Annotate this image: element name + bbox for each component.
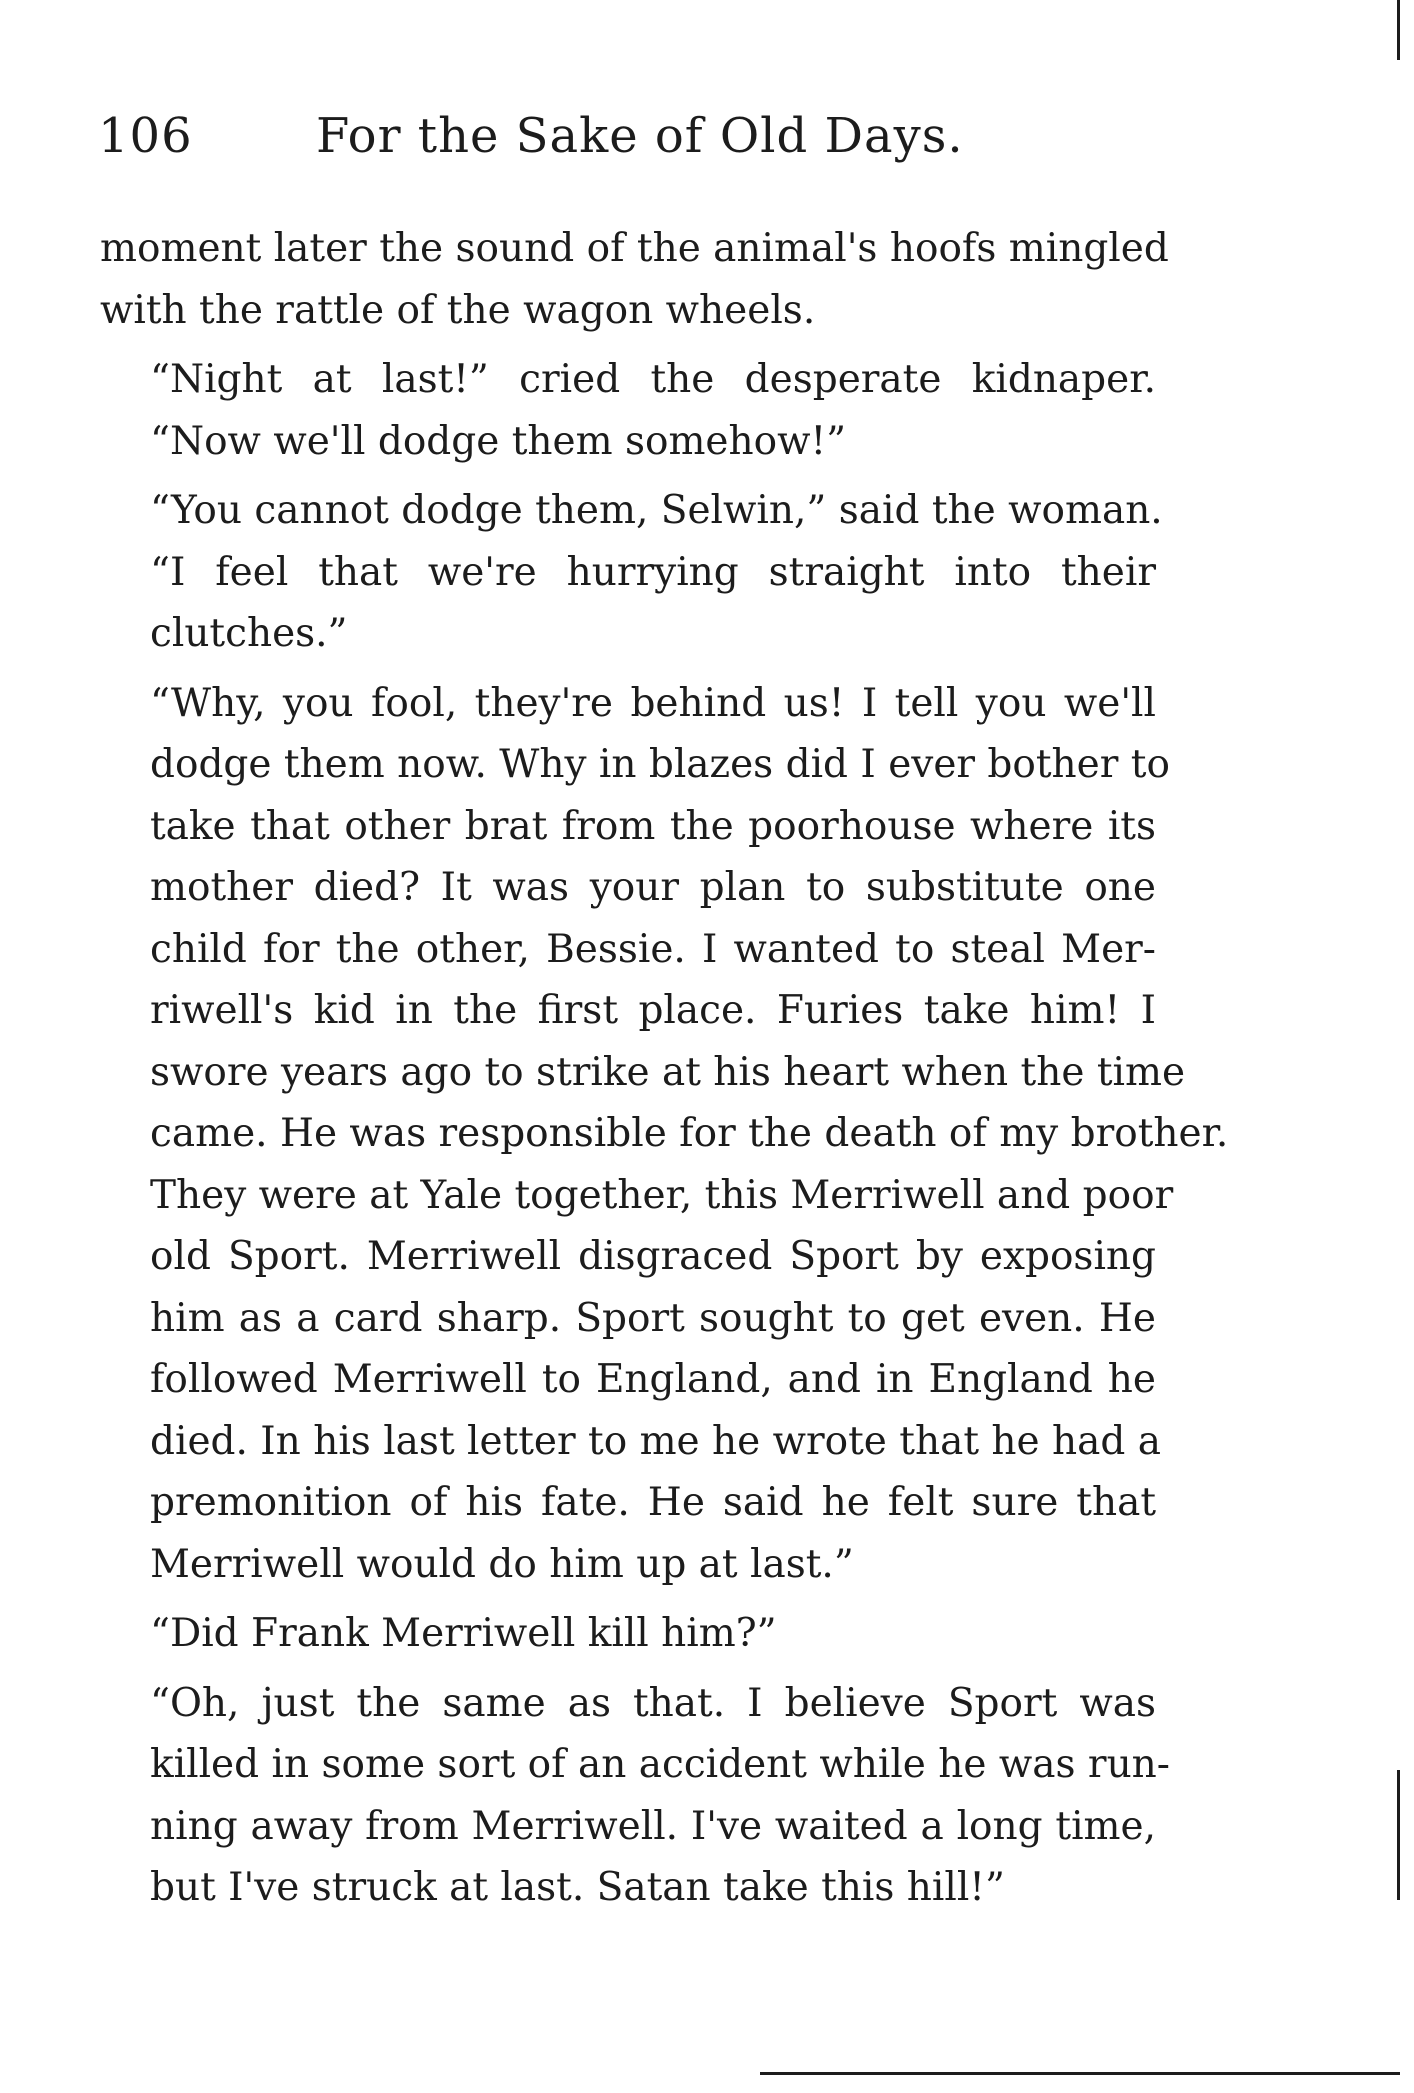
text-line: Merriwell would do him up at last.” <box>150 1541 854 1587</box>
bottom-rule <box>760 2072 1400 2075</box>
text-line: “Why, you fool, they're behind us! I tell you we'll <box>150 680 1156 726</box>
scan-edge-mark <box>1397 1770 1400 1900</box>
page-header <box>98 108 1158 178</box>
text-line: premonition of his fate. He said he felt sure that <box>150 1480 1156 1525</box>
text-line: ning away from Merriwell. I've waited a long time, <box>150 1803 1156 1849</box>
page-number: 106 <box>98 108 193 164</box>
text-line: died. In his last letter to me he wrote that he had a <box>150 1418 1161 1464</box>
text-line: take that other brat from the poorhouse where its <box>150 803 1156 849</box>
text-line: moment later the sound of the animal's hoofs mingled <box>100 226 1169 271</box>
text-line: old Sport. Merriwell disgraced Sport by exposing <box>150 1234 1156 1279</box>
text-line: dodge them now. Why in blazes did I ever bother to <box>150 742 1170 787</box>
paragraph <box>100 673 1229 1596</box>
paragraph <box>100 480 1163 665</box>
scan-edge-mark <box>1397 0 1400 60</box>
text-line: child for the other, Bessie. I wanted to steal Mer- <box>150 926 1156 972</box>
paragraph <box>100 218 1169 341</box>
text-line: “I feel that we're hurrying straight into their <box>150 549 1156 595</box>
text-line: “Now we'll dodge them somehow!” <box>150 418 847 464</box>
text-line: “You cannot dodge them, Selwin,” said the woman. <box>150 488 1163 533</box>
page-body <box>100 218 1229 1927</box>
text-line: “Did Frank Merriwell kill him?” <box>150 1611 777 1656</box>
running-title: For the Sake of Old Days. <box>316 108 964 164</box>
paragraph <box>100 1673 1170 1919</box>
text-line: mother died? It was your plan to substitute one <box>150 865 1156 910</box>
text-line: him as a card sharp. Sport sought to get even. He <box>150 1295 1156 1341</box>
paragraph <box>100 349 1156 472</box>
text-line: They were at Yale together, this Merriwell and poor <box>150 1172 1174 1218</box>
text-line: came. He was responsible for the death of my brother. <box>150 1111 1229 1156</box>
text-line: clutches.” <box>150 611 348 656</box>
text-line: with the rattle of the wagon wheels. <box>100 287 816 333</box>
paragraph <box>100 1603 1156 1665</box>
text-line: followed Merriwell to England, and in England he <box>150 1357 1156 1402</box>
text-line: swore years ago to strike at his heart when the time <box>150 1049 1186 1095</box>
text-line: but I've struck at last. Satan take this hill!” <box>150 1865 1005 1910</box>
text-line: “Oh, just the same as that. I believe Sport was <box>150 1680 1156 1726</box>
text-line: riwell's kid in the first place. Furies take him! I <box>150 988 1156 1033</box>
text-line: “Night at last!” cried the desperate kidnaper. <box>150 357 1156 402</box>
text-line: killed in some sort of an accident while he was run- <box>150 1742 1170 1787</box>
